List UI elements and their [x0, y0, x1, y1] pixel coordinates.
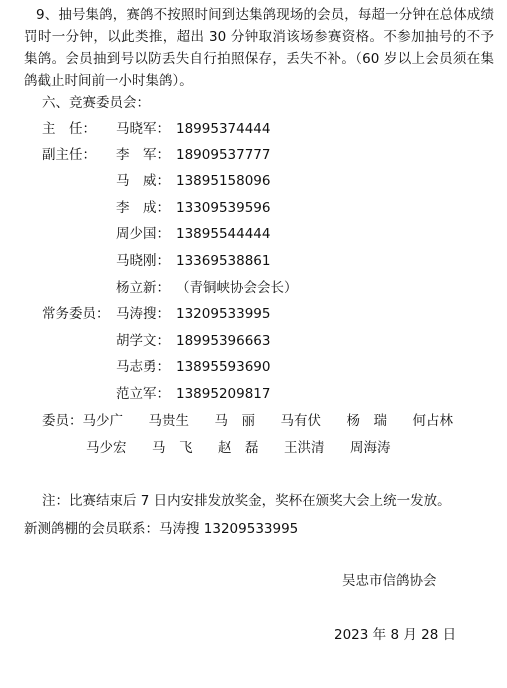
chair-row — [42, 118, 462, 140]
vice-row-2 — [116, 170, 456, 192]
standing-row-1 — [42, 303, 462, 325]
member-name: 马贵生 — [148, 413, 189, 429]
chair-role-label: 主 任： — [42, 121, 96, 137]
standing-name: 胡学文： — [116, 333, 170, 349]
standing-role-label: 常务委员： — [42, 306, 110, 322]
vice-row-1 — [42, 144, 462, 166]
vice-row-3 — [116, 197, 456, 219]
member-name: 马 丽 — [214, 413, 255, 429]
standing-phone: 13895209817 — [176, 386, 271, 402]
vice-name: 周少国： — [116, 226, 170, 242]
vice-name: 李 成： — [116, 200, 170, 216]
vice-role-label: 副主任： — [42, 147, 96, 163]
vice-phone: 18909537777 — [176, 147, 271, 163]
organization-signature: 吴忠市信鸽协会 — [342, 573, 437, 589]
rule-9-paragraph: 9、抽号集鸽，赛鸽不按照时间到达集鸽现场的会员，每超一分钟在总体成绩罚时一分钟，以此类推，超出 30 分钟取消该场参赛资格。不参加抽号的不予集鸽。会员抽到号以防丢失自行拍照保存，丢失不补。（60 岁以上会员须在集鸽截止时间前一小时集鸽）。 — [24, 7, 494, 89]
standing-phone: 13895593690 — [176, 359, 271, 375]
vice-phone: 13895544444 — [176, 226, 271, 242]
vice-name: 马 威： — [116, 173, 170, 189]
chair-phone: 18995374444 — [176, 121, 271, 137]
new-loft-contact: 新测鸽棚的会员联系：马涛搜 13209533995 — [24, 521, 299, 537]
standing-row-3 — [116, 356, 456, 378]
vice-name: 李 军： — [116, 147, 170, 163]
member-name: 王洪清 — [284, 440, 325, 456]
members-row-1 — [42, 410, 479, 432]
member-name: 马少广 — [82, 413, 123, 429]
document-date: 2023 年 8 月 28 日 — [334, 627, 457, 643]
member-name: 马有伏 — [280, 413, 321, 429]
vice-row-4 — [116, 223, 456, 245]
vice-note: （青铜峡协会会长） — [176, 280, 298, 296]
standing-phone: 18995396663 — [176, 333, 271, 349]
member-name: 何占林 — [412, 413, 453, 429]
chair-name: 马晓军： — [116, 121, 170, 137]
section-title-committee: 六、竞赛委员会： — [42, 95, 150, 111]
vice-name: 马晓刚： — [116, 253, 170, 269]
standing-name: 马涛搜： — [116, 306, 170, 322]
members-row-2 — [86, 437, 416, 459]
member-name: 杨 瑞 — [346, 413, 387, 429]
vice-row-5 — [116, 250, 456, 272]
member-name: 赵 磊 — [218, 440, 259, 456]
vice-name: 杨立新： — [116, 280, 170, 296]
member-name: 马 飞 — [152, 440, 193, 456]
member-name: 马少宏 — [86, 440, 127, 456]
member-name: 周海涛 — [350, 440, 391, 456]
standing-phone: 13209533995 — [176, 306, 271, 322]
members-role-label: 委员： — [42, 413, 83, 429]
vice-phone: 13309539596 — [176, 200, 271, 216]
standing-row-4 — [116, 383, 456, 405]
standing-name: 马志勇： — [116, 359, 170, 375]
standing-row-2 — [116, 330, 456, 352]
prize-note: 注：比赛结束后 7 日内安排发放奖金，奖杯在颁奖大会上统一发放。 — [42, 493, 451, 509]
vice-phone: 13895158096 — [176, 173, 271, 189]
vice-phone: 13369538861 — [176, 253, 271, 269]
vice-row-6 — [116, 277, 456, 299]
standing-name: 范立军： — [116, 386, 170, 402]
